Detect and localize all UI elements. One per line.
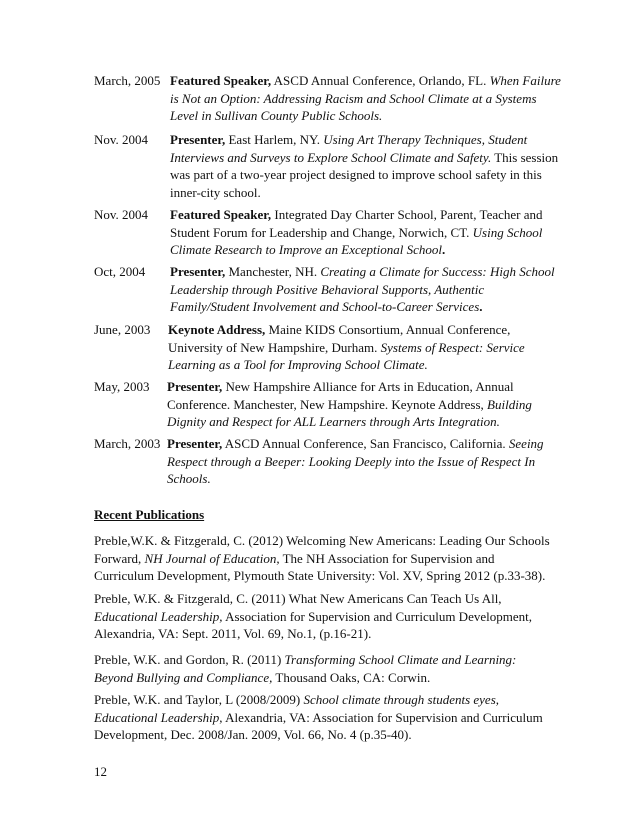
talk-description: [167, 378, 564, 431]
talk-title: Seeing Respect through a Beeper: Looking Deeply into the Issue of Respect In Schools.: [167, 436, 544, 486]
page-number: 12: [94, 764, 107, 779]
citation-text: Preble, W.K. and Taylor, L (2008/2009): [94, 692, 304, 707]
citation-source: Transforming School Climate and Learning: Beyond Bullying and Compliance,: [94, 652, 517, 685]
citation-text: Preble, W.K. & Fitzgerald, C. (2011) What New Americans Can Teach Us All,: [94, 591, 502, 606]
talk-date: May, 2003: [94, 379, 150, 394]
talk-role: Presenter,: [170, 132, 226, 147]
publication-entry: [94, 691, 554, 744]
talk-tail: This session was part of a two-year project designed to improve school safety in this inner-city school.: [170, 149, 559, 200]
citation-text: Preble, W.K. and Gordon, R. (2011): [94, 652, 285, 667]
talk-text: Maine KIDS Consortium, Annual Conference, University of New Hampshire, Durham.: [168, 322, 511, 355]
talk-role: Presenter,: [170, 264, 226, 279]
talk-date: March, 2003: [94, 436, 161, 451]
publication-entry: [94, 532, 554, 585]
talk-date: March, 2005: [94, 73, 161, 88]
talk-description: [167, 435, 564, 488]
talk-text: Manchester, NH.: [225, 264, 321, 279]
publication-citation: [94, 532, 554, 585]
talk-description: [168, 321, 564, 374]
publication-entry: [94, 651, 554, 686]
talk-entry: [94, 435, 564, 488]
talk-entry: [94, 263, 564, 316]
talk-date: Nov. 2004: [94, 207, 149, 222]
talk-description: [170, 72, 564, 125]
talk-title: Using School Climate Research to Improve an Exceptional School: [170, 224, 543, 257]
publication-citation: [94, 651, 554, 686]
talk-text: New Hampshire Alliance for Arts in Education, Annual Conference. Manchester, New Hampshire. Keynote Address,: [167, 379, 514, 412]
citation-text: Preble,W.K. & Fitzgerald, C. (2012) Welcoming New Americans: Leading Our Schools Forward,: [94, 533, 550, 566]
talk-role: Featured Speaker,: [170, 207, 272, 222]
talk-title: Building Dignity and Respect for ALL Learners through Arts Integration.: [167, 396, 532, 429]
talk-entry: [94, 72, 564, 125]
talk-description: [170, 206, 564, 259]
talk-text: East Harlem, NY.: [225, 132, 324, 147]
talk-description: [170, 263, 564, 316]
talk-entry: [94, 206, 564, 259]
talk-text: ASCD Annual Conference, San Francisco, California.: [222, 436, 509, 451]
citation-details: Thousand Oaks, CA: Corwin.: [272, 669, 431, 685]
talk-description: [170, 131, 564, 201]
talk-text: Integrated Day Charter School, Parent, Teacher and Student Forum for Leadership and Change, Norwich, CT.: [170, 207, 543, 240]
talk-title: When Failure is Not an Option: Addressing Racism and School Climate at a Systems Level in Sullivan County Public Schools.: [170, 73, 561, 123]
talk-text: ASCD Annual Conference, Orlando, FL.: [271, 73, 490, 88]
citation-details: Association for Supervision and Curriculum Development, Alexandria, VA: Sept. 2011, Vol. 69, No.1, (p.16-21).: [94, 608, 532, 641]
citation-source: Educational Leadership,: [94, 608, 223, 624]
talk-title: Creating a Climate for Success: High School Leadership through Positive Behavioral Supports, Authentic Family/Student Involvement and School-to-Career Services: [170, 264, 555, 314]
citation-source: NH Journal of Education,: [144, 550, 280, 566]
citation-details: , Alexandria, VA: Association for Supervision and Curriculum Development, Dec. 2008/Jan. 2009, Vol. 66, No. 4 (p.35-40).: [94, 709, 543, 742]
publication-citation: [94, 691, 554, 744]
talk-date: Nov. 2004: [94, 132, 149, 147]
talk-tail: .: [479, 299, 483, 314]
citation-details: The NH Association for Supervision and Curriculum Development, Plymouth State University: Vol. XV, Spring 2012 (p.33-38).: [94, 550, 546, 583]
publication-citation: [94, 590, 554, 643]
talk-role: Presenter,: [167, 436, 223, 451]
talk-entry: [94, 321, 564, 374]
talk-entry: [94, 378, 564, 431]
citation-source: School climate through students eyes, Educational Leadership: [94, 692, 500, 725]
talk-title: Systems of Respect: Service Learning as a Tool for Improving School Climate.: [168, 339, 525, 372]
talk-role: Featured Speaker,: [170, 73, 272, 88]
talk-role: Keynote Address,: [168, 322, 266, 337]
talk-title: Using Art Therapy Techniques, Student Interviews and Surveys to Explore School Climate and Safety.: [170, 132, 528, 165]
talk-entry: [94, 131, 564, 201]
talk-date: June, 2003: [94, 322, 151, 337]
publication-entry: [94, 590, 554, 643]
talk-role: Presenter,: [167, 379, 223, 394]
talk-tail: .: [441, 242, 446, 257]
section-heading: Recent Publications: [94, 507, 205, 522]
talk-date: Oct, 2004: [94, 264, 146, 279]
